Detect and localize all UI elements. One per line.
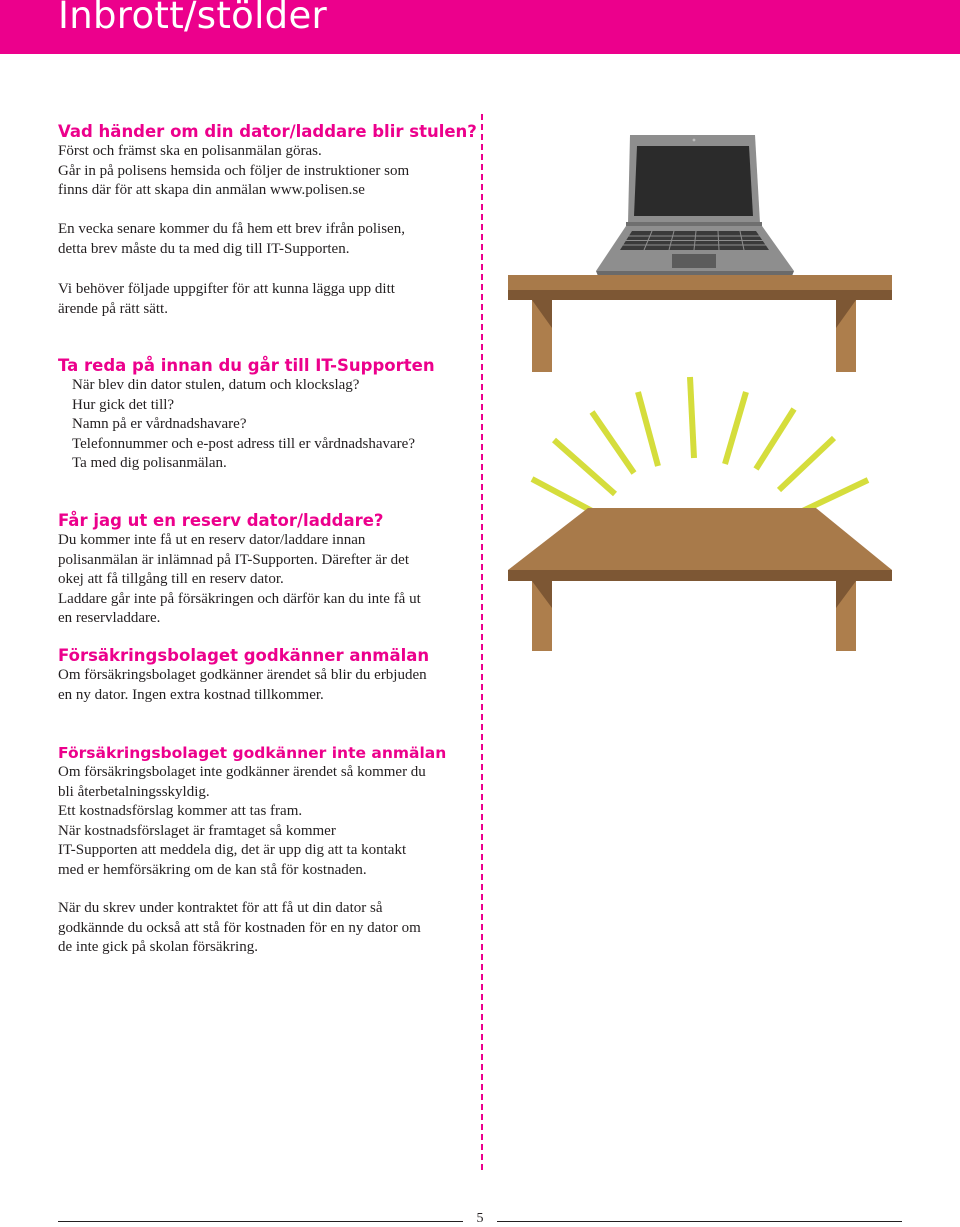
- text-line: de inte gick på skolan försäkring.: [58, 939, 258, 955]
- checklist-item: Ta med dig polisanmälan.: [72, 455, 227, 471]
- text-line: ärende på rätt sätt.: [58, 300, 168, 317]
- checklist-item: Namn på er vårdnadshavare?: [72, 416, 247, 432]
- text-line: En vecka senare kommer du få hem ett brev ifrån polisen,: [58, 221, 405, 237]
- text-line: Går in på polisens hemsida och följer de instruktioner som: [58, 162, 410, 179]
- column-divider: [481, 114, 483, 1170]
- text-line: Om försäkringsbolaget inte godkänner ärendet så kommer du: [58, 764, 426, 780]
- header-bar: [0, 0, 960, 54]
- text-line: När kostnadsförslaget är framtaget så kommer: [58, 822, 336, 839]
- text-line: en reservladdare.: [58, 610, 161, 626]
- empty-table-glow-icon: [508, 377, 892, 651]
- text-line: finns där för att skapa din anmälan www.polisen.se: [58, 182, 365, 198]
- heading-approved: Försäkringsbolaget godkänner anmälan: [58, 646, 430, 665]
- text-line: Du kommer inte få ut en reserv dator/laddare innan: [58, 532, 366, 548]
- text-line: godkännde du också att stå för kostnaden för en ny dator om: [58, 919, 421, 936]
- paragraph-reserve: [58, 531, 421, 629]
- page-title: Inbrott/stölder: [58, 0, 328, 37]
- text-line: När du skrev under kontraktet för att få ut din dator så: [58, 900, 383, 916]
- checklist-before-visit: [72, 376, 415, 474]
- text-line: Laddare går inte på försäkringen och därför kan du inte få ut: [58, 590, 421, 607]
- checklist-item: Telefonnummer och e-post adress till er vårdnadshavare?: [72, 435, 415, 452]
- paragraph-approved: [58, 666, 427, 705]
- text-line: IT-Supporten att meddela dig, det är upp dig att ta kontakt: [58, 842, 407, 858]
- heading-not-approved: Försäkringsbolaget godkänner inte anmälan: [58, 744, 447, 762]
- text-line: Vi behöver följade uppgifter för att kunna lägga upp ditt: [58, 281, 395, 297]
- paragraph-info-needed: [58, 280, 395, 319]
- text-line: polisanmälan är inlämnad på IT-Supporten. Därefter är det: [58, 551, 409, 568]
- checklist-item: När blev din dator stulen, datum och klockslag?: [72, 377, 360, 393]
- text-line: Ett kostnadsförslag kommer att tas fram.: [58, 803, 303, 819]
- footer-rule-right: [497, 1221, 902, 1222]
- text-line: med er hemförsäkring om de kan stå för kostnaden.: [58, 861, 367, 878]
- heading-before-visit: Ta reda på innan du går till IT-Supporten: [58, 356, 435, 375]
- heading-stolen: Vad händer om din dator/laddare blir stulen?: [58, 122, 477, 141]
- text-line: detta brev måste du ta med dig till IT-Supporten.: [58, 240, 350, 257]
- text-line: okej att få tillgång till en reserv dator.: [58, 571, 284, 587]
- footer-rule-left: [58, 1221, 463, 1222]
- text-line: en ny dator. Ingen extra kostnad tillkommer.: [58, 686, 324, 703]
- illustration: [504, 128, 896, 658]
- paragraph-contract: [58, 899, 421, 958]
- laptop-on-table-icon: [508, 135, 892, 372]
- paragraph-stolen: [58, 142, 409, 201]
- paragraph-letter: [58, 220, 405, 259]
- text-line: Först och främst ska en polisanmälan göras.: [58, 143, 322, 159]
- heading-reserve: Får jag ut en reserv dator/laddare?: [58, 511, 384, 530]
- page-number: 5: [476, 1211, 484, 1226]
- text-line: bli återbetalningsskyldig.: [58, 783, 210, 800]
- text-line: Om försäkringsbolaget godkänner ärendet så blir du erbjuden: [58, 667, 427, 683]
- paragraph-not-approved: [58, 763, 426, 880]
- checklist-item: Hur gick det till?: [72, 396, 175, 413]
